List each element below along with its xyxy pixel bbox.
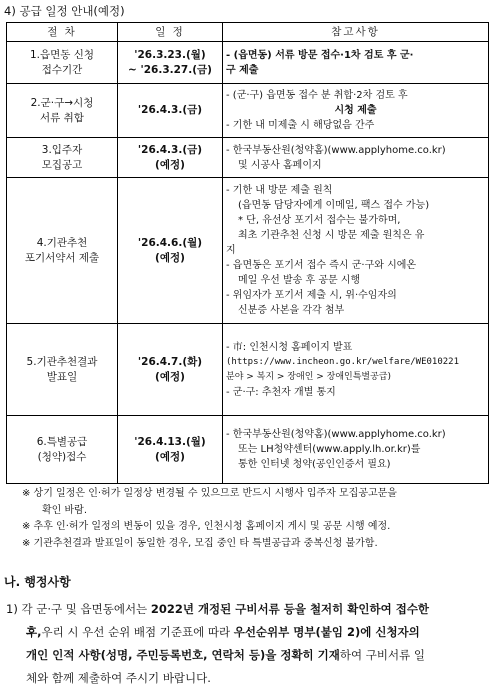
admin-paragraph: 1) 각 군·구 및 읍면동에서는 2022년 개정된 구비서류 등을 철저히 확인하여 접수한 후,우리 시 우선 순위 배점 기준표에 따라 우선순위부 명부(붙임 2)에 신청자의 개인 인적 사항(성명, 주민등록번호, 연락처 등)을 정확히 기재하여 구비서류 일 체와 함께 제출하여 주시기 바랍니다. [6, 602, 430, 685]
date-cell: '26.4.3.(금) [118, 84, 223, 138]
footnote: ※ 기관추천결과 발표일이 동일한 경우, 모집 중인 타 특별공급과 중복신청 불가함. [22, 537, 378, 549]
table-row [7, 138, 489, 178]
table-header-row [7, 23, 489, 42]
notes-cell: - (군·구) 읍면동 접수 분 취합·2차 검토 후 시청 제출 - 기한 내 미제출 시 해당없음 간주 [223, 84, 489, 138]
footnote: ※ 상기 일정은 인·허가 일정상 변경될 수 있으므로 반드시 시행사 입주자 모집공고문을 [22, 488, 397, 499]
footnote: 확인 바람. [42, 504, 87, 516]
notes-cell: - 한국부동산원(청약홈)(www.applyhome.co.kr) 또는 LH청약센터(www.apply.lh.or.kr)를 통한 인터넷 청약(공인인증서 필요) [223, 416, 489, 484]
table-row [7, 84, 489, 138]
step-cell: 6.특별공급 (청약)접수 [7, 416, 118, 484]
header-step: 절 차 [7, 23, 118, 42]
date-cell: '26.4.13.(월) (예정) [118, 416, 223, 484]
step-cell: 3.입주자 모집공고 [7, 138, 118, 178]
schedule-table [6, 22, 489, 484]
header-date: 일 정 [118, 23, 223, 42]
section-title: 4) 공급 일정 안내(예정) [4, 4, 125, 18]
footnote: ※ 추후 인·허가 일정의 변동이 있을 경우, 인천시청 홈페이지 게시 및 공문 시행 예정. [22, 521, 391, 532]
table-row [7, 42, 489, 84]
date-cell: '26.4.6.(월) (예정) [118, 178, 223, 324]
date-cell: '26.4.7.(화) (예정) [118, 324, 223, 416]
notes-cell: - 한국부동산원(청약홈)(www.applyhome.co.kr) 및 시공사 홈페이지 [223, 138, 489, 178]
notes-cell: - 기한 내 방문 제출 원칙 (읍면동 담당자에게 이메일, 팩스 접수 가능) * 단, 유선상 포기서 접수는 불가하며, 최초 기관추천 신청 시 방문 제출 원칙은 유 지 - 읍면동은 포기서 접수 즉시 군·구와 시에온 메일 우선 발송 후 공문 시행 - 위임자가 포기서 제출 시, 위·수임자의 신분증 사본을 각각 첨부 [223, 178, 489, 324]
date-cell: '26.4.3.(금) (예정) [118, 138, 223, 178]
notes-cell: - (읍면동) 서류 방문 접수·1차 검토 후 군· 구 제출 [223, 42, 489, 84]
header-notes: 참고사항 [223, 23, 489, 42]
step-cell: 1.읍면동 신청 접수기간 [7, 42, 118, 84]
step-cell: 4.기관추천 포기서약서 제출 [7, 178, 118, 324]
table-row [7, 324, 489, 416]
notes-cell: - 市: 인천시청 홈페이지 발표 (https://www.incheon.go.kr/welfare/WE010221 분야 > 복지 > 장애인 > 장애인특별공급) - 군·구: 추천자 개별 통지 [223, 324, 489, 416]
step-cell: 2.군·구→시청 서류 취합 [7, 84, 118, 138]
date-cell: '26.3.23.(월) ~ '26.3.27.(금) [118, 42, 223, 84]
table-row [7, 178, 489, 324]
footnotes [22, 486, 484, 552]
step-cell: 5.기관추천결과 발표일 [7, 324, 118, 416]
table-row [7, 416, 489, 484]
admin-section-title: 나. 행정사항 [4, 575, 71, 589]
